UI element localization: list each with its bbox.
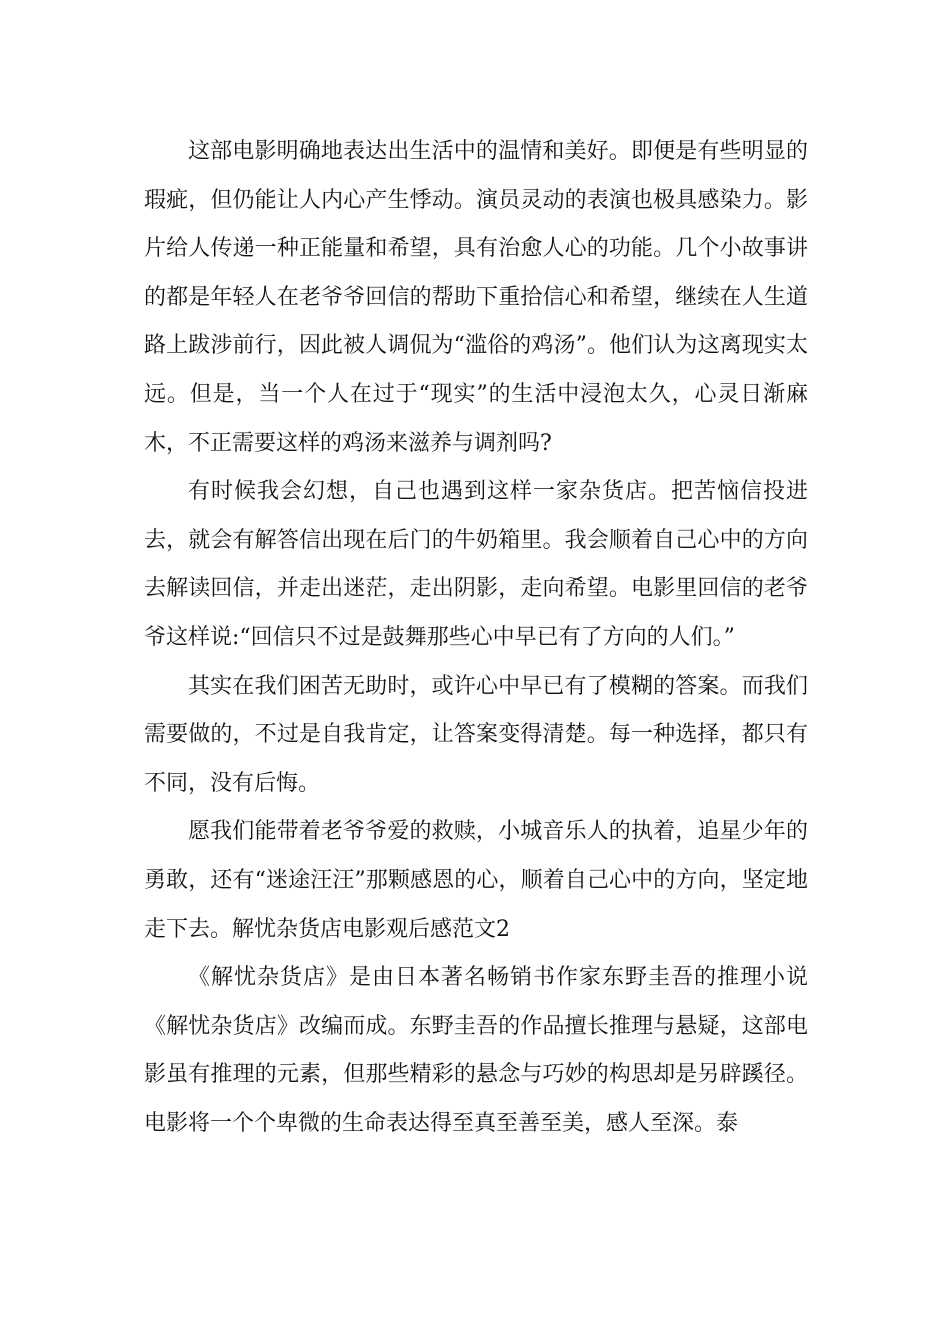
- paragraph: 愿我们能带着老爷爷爱的救赎，小城音乐人的执着，追星少年的勇敢，还有“迷途汪汪”那颗感恩的心，顺着自己心中的方向，坚定地走下去。解忧杂货店电影观后感范文2: [144, 819, 808, 942]
- paragraph: 有时候我会幻想，自己也遇到这样一家杂货店。把苦恼信投进去，就会有解答信出现在后门的牛奶箱里。我会顺着自己心中的方向去解读回信，并走出迷茫，走出阴影，走向希望。电影里回信的老爷爷这样说:“回信只不过是鼓舞那些心中早已有了方向的人们。”: [144, 479, 808, 650]
- paragraph: 这部电影明确地表达出生活中的温情和美好。即便是有些明显的瑕疵，但仍能让人内心产生悸动。演员灵动的表演也极具感染力。影片给人传递一种正能量和希望，具有治愈人心的功能。几个小故事讲的都是年轻人在老爷爷回信的帮助下重拾信心和希望，继续在人生道路上跋涉前行，因此被人调侃为“滥俗的鸡汤”。他们认为这离现实太远。但是，当一个人在过于“现实”的生活中浸泡太久，心灵日渐麻木，不正需要这样的鸡汤来滋养与调剂吗?: [144, 139, 808, 456]
- paragraph: 《解忧杂货店》是由日本著名畅销书作家东野圭吾的推理小说《解忧杂货店》改编而成。东野圭吾的作品擅长推理与悬疑，这部电影虽有推理的元素，但那些精彩的悬念与巧妙的构思却是另辟蹊径。电影将一个个卑微的生命表达得至真至善至美，感人至深。泰: [144, 965, 808, 1136]
- document-page: [144, 128, 808, 1148]
- paragraph: 其实在我们困苦无助时，或许心中早已有了模糊的答案。而我们需要做的，不过是自我肯定，让答案变得清楚。每一种选择，都只有不同，没有后悔。: [144, 673, 808, 796]
